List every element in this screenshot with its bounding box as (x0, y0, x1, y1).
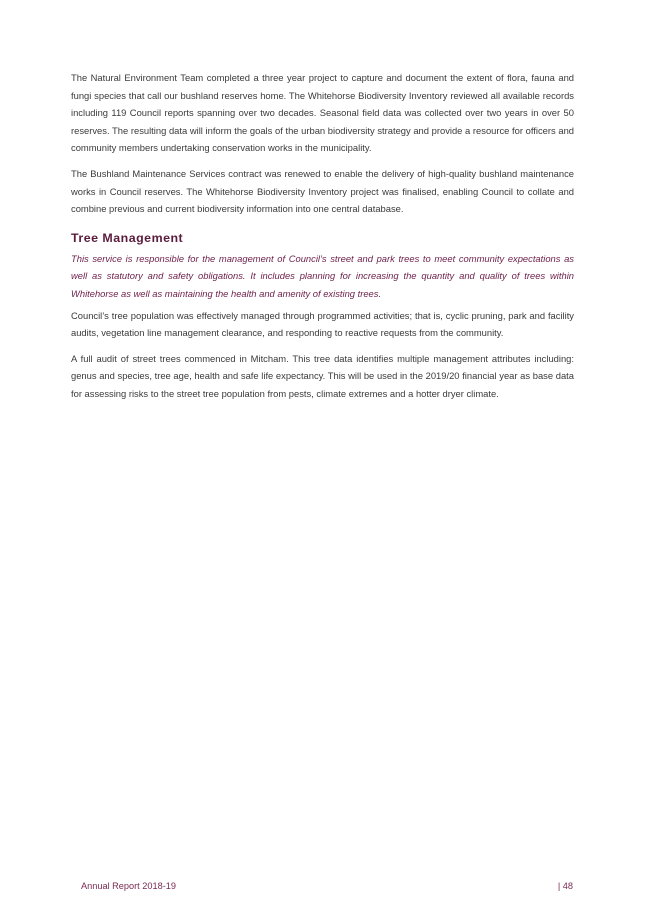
section-intro: This service is responsible for the management of Council’s street and park trees to meet community expectations as well as statutory and safety obligations. It includes planning for increasing the quantity and quality of trees within Whitehorse as well as maintaining the health and amenity of existing trees. (71, 252, 574, 299)
footer-report-title: Annual Report 2018-19 (81, 881, 177, 891)
section-heading-tree-management: Tree Management (71, 230, 184, 245)
footer-page-number: | 48 (557, 881, 573, 891)
paragraph-bushland-maintenance: The Bushland Maintenance Services contract was renewed to enable the delivery of high-quality bushland maintenance works in Council reserves. The Whitehorse Biodiversity Inventory project was finalised, enabling Council to collate and combine previous and current biodiversity information into one central database. (71, 167, 574, 215)
paragraph-tree-population: Council’s tree population was effectively managed through programmed activities; that is, cyclic pruning, park and facility audits, vegetation line management clearance, and responding to reactive requests from the community. (71, 309, 574, 339)
page-content (71, 69, 574, 411)
paragraph-street-tree-audit: A full audit of street trees commenced in Mitcham. This tree data identifies multiple management attributes including: genus and species, tree age, health and safe life expectancy. This will be used in the 2019/20 financial year as base data for assessing risks to the street tree population from pests, climate extremes and a hotter dryer climate. (71, 352, 574, 399)
paragraph-biodiversity-inventory: The Natural Environment Team completed a three year project to capture and document the extent of flora, fauna and fungi species that call our bushland reserves home. The Whitehorse Biodiversity Inventory reviewed all available records including 119 Council reports spanning over two decades. Seasonal field data was collected over two years in over 50 reserves. The resulting data will inform the goals of the urban biodiversity strategy and provide a resource for officers and community members undertaking conservation works in the municipality. (71, 72, 574, 154)
